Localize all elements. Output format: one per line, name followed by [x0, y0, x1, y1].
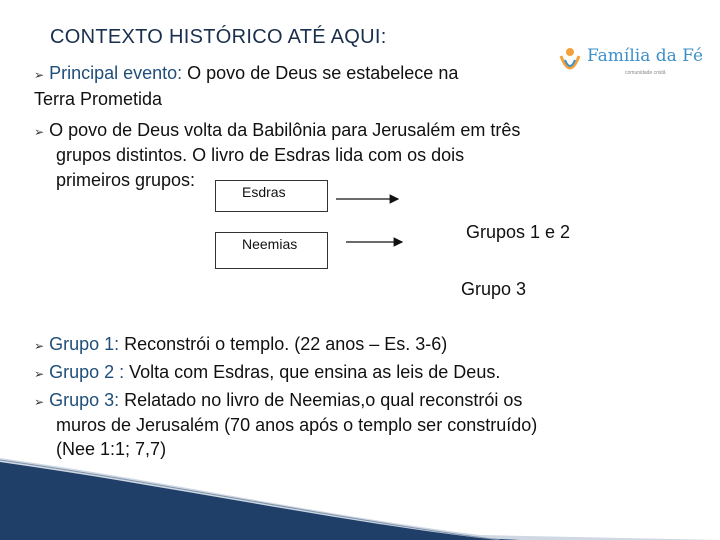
- groups-1-2-label: Grupos 1 e 2: [466, 222, 571, 242]
- arrow-bullet-icon: ➢: [34, 367, 45, 381]
- brand-logo: [557, 44, 704, 80]
- group-3-line-2: muros de Jerusalém (70 anos após o templo ser construído): [56, 415, 538, 435]
- group-3-item: [34, 388, 522, 415]
- group-3-label: Grupo 3: [461, 279, 527, 299]
- arrow-bullet-icon: ➢: [34, 68, 45, 82]
- decorative-swoosh: [0, 440, 720, 540]
- neemias-box: Neemias: [215, 232, 328, 269]
- bullet-2-line-1: O povo de Deus volta da Babilônia para Jerusalém em três: [49, 120, 521, 140]
- group-1-text: Reconstrói o templo. (22 anos – Es. 3-6): [119, 334, 448, 354]
- group-1-item: [34, 332, 447, 359]
- group-1-label: Grupo 1:: [49, 334, 120, 354]
- diagram-arrows: [330, 186, 430, 256]
- arrow-bullet-icon: ➢: [34, 339, 45, 353]
- group-2-text: Volta com Esdras, que ensina as leis de Deus.: [124, 362, 501, 382]
- bullet-2: [34, 118, 520, 145]
- group-2-item: [34, 360, 500, 387]
- bullet-1-text: O povo de Deus se estabelece na: [182, 63, 459, 83]
- bullet-1: [34, 61, 458, 88]
- group-3-label: Grupo 3:: [49, 390, 120, 410]
- bullet-2-line-3: primeiros grupos:: [56, 170, 196, 190]
- group-3-text: Relatado no livro de Neemias,o qual reconstrói os: [119, 390, 523, 410]
- bullet-2-line-2: grupos distintos. O livro de Esdras lida com os dois: [56, 145, 465, 165]
- logo-text: Família da Fé: [587, 46, 704, 66]
- arrow-bullet-icon: ➢: [34, 395, 45, 409]
- bullet-1-label: Principal evento:: [49, 63, 183, 83]
- group-2-label: Grupo 2 :: [49, 362, 125, 382]
- logo-icon: [557, 46, 583, 78]
- esdras-box: Esdras: [215, 180, 328, 212]
- page-title: CONTEXTO HISTÓRICO ATÉ AQUI:: [50, 26, 387, 48]
- group-3-line-3: (Nee 1:1; 7,7): [56, 439, 167, 459]
- logo-subtext: comunidade cristã: [625, 70, 666, 76]
- arrow-bullet-icon: ➢: [34, 125, 45, 139]
- bullet-1-continuation: Terra Prometida: [34, 89, 163, 109]
